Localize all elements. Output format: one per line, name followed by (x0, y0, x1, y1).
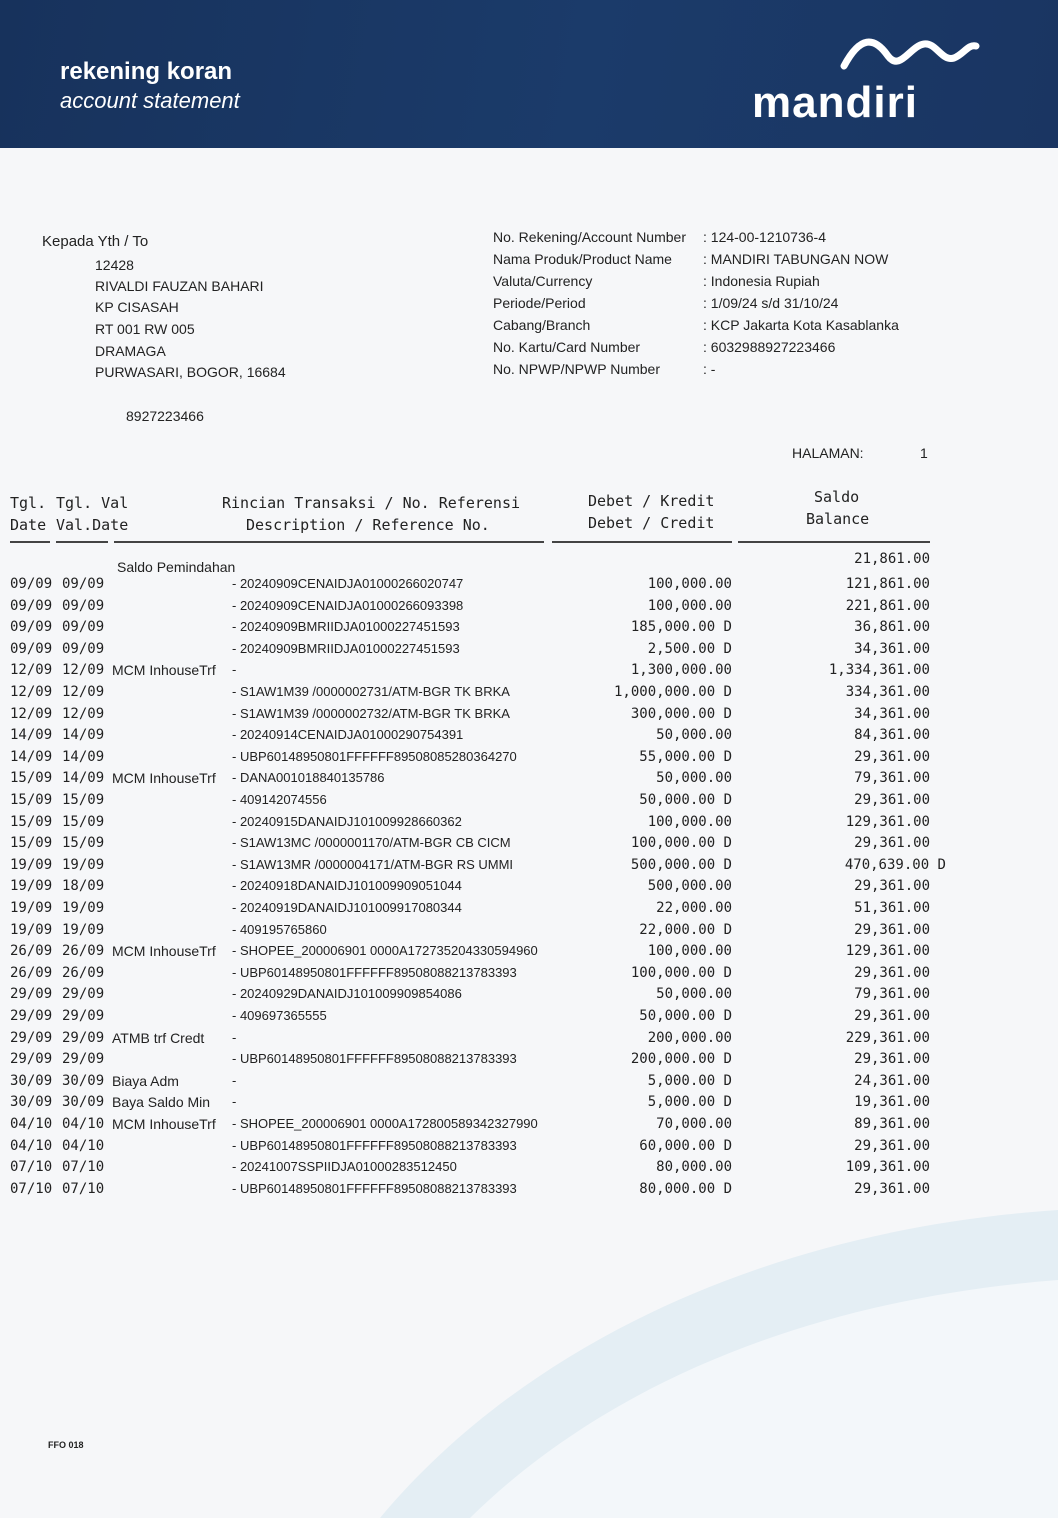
row-amount: 185,000.00 D (630, 619, 732, 636)
recipient-address-1: KP CISASAH (95, 299, 179, 315)
row-date: 15/09 (10, 792, 53, 808)
account-info-label: Nama Produk/Product Name (493, 251, 672, 267)
row-description: - (232, 662, 237, 678)
row-date: 04/10 (10, 1137, 53, 1154)
row-val-date: 29/09 (62, 986, 105, 1003)
row-balance: 121,861.00 (845, 576, 930, 592)
row-val-date: 29/09 (62, 1051, 105, 1068)
row-val-date: 09/09 (62, 597, 105, 614)
row-amount: 80,000.00 D (639, 1180, 732, 1197)
row-val-date: 26/09 (62, 964, 105, 981)
row-description: - 20240915DANAIDJ101009928660362 (232, 813, 462, 829)
row-amount: 55,000.00 D (639, 748, 732, 765)
row-balance: 29,361.00 (854, 1137, 930, 1154)
row-balance: 24,361.00 (854, 1072, 930, 1089)
row-amount: 500,000.00 D (630, 856, 732, 873)
row-date: 09/09 (10, 619, 53, 636)
row-balance: 109,361.00 (845, 1159, 930, 1176)
row-type: MCM InhouseTrf (112, 770, 216, 787)
row-type: MCM InhouseTrf (112, 943, 216, 960)
row-description: - 20240914CENAIDJA01000290754391 (232, 727, 464, 743)
row-amount: 80,000.00 (656, 1159, 732, 1176)
row-description: - 20240919DANAIDJ101009917080344 (232, 900, 462, 915)
row-description: - 20241007SSPIIDJA01000283512450 (232, 1159, 457, 1175)
row-balance: 19,361.00 (854, 1094, 930, 1111)
row-balance: 1,334,361.00 (828, 662, 930, 679)
row-balance: 29,361.00 (854, 748, 930, 765)
row-amount: 5,000.00 D (647, 1072, 732, 1089)
opening-label: Saldo Pemindahan (117, 559, 236, 575)
account-info-value: : Indonesia Rupiah (703, 273, 820, 289)
row-val-date: 04/10 (62, 1116, 105, 1132)
header-rule-desc (114, 541, 544, 543)
row-date: 09/09 (10, 597, 53, 614)
account-info-value: : 6032988927223466 (703, 339, 836, 355)
row-balance: 29,361.00 (854, 878, 930, 895)
row-amount: 200,000.00 D (630, 1051, 732, 1068)
row-date: 12/09 (10, 705, 53, 722)
header-rule-balance (738, 541, 930, 543)
row-amount: 50,000.00 (656, 727, 732, 744)
row-description: - 409697365555 (232, 1008, 327, 1023)
row-val-date: 19/09 (62, 921, 105, 938)
background-swoosh (0, 1150, 1058, 1518)
row-date: 07/10 (10, 1180, 53, 1197)
col-date-id: Tgl. (10, 494, 47, 512)
account-info-value: : 1/09/24 s/d 31/10/24 (703, 295, 839, 311)
account-info-label: No. Kartu/Card Number (493, 339, 641, 355)
row-val-date: 29/09 (62, 1029, 105, 1046)
row-amount: 1,000,000.00 D (613, 684, 732, 700)
row-date: 15/09 (10, 813, 53, 830)
row-description: - S1AW13MR /0000004171/ATM-BGR RS UMMI (232, 856, 514, 872)
row-val-date: 07/10 (62, 1180, 105, 1197)
row-balance: 129,361.00 (845, 943, 930, 960)
header-rule-date (10, 541, 50, 543)
row-amount: 100,000.00 (647, 576, 732, 592)
col-valdate-id: Tgl. Val (56, 494, 129, 512)
row-amount: 5,000.00 D (647, 1094, 732, 1111)
row-date: 19/09 (10, 856, 53, 873)
row-amount: 100,000.00 D (630, 964, 732, 981)
recipient-label: Kepada Yth / To (42, 233, 149, 250)
account-info-value: : KCP Jakarta Kota Kasablanka (703, 317, 899, 333)
row-balance: 29,361.00 (854, 835, 930, 852)
row-date: 04/10 (10, 1116, 53, 1132)
row-balance: 229,361.00 (845, 1029, 930, 1046)
row-type: MCM InhouseTrf (112, 662, 216, 679)
row-amount: 100,000.00 (647, 597, 732, 614)
row-balance: 29,361.00 (854, 1051, 930, 1068)
row-description: - SHOPEE_200006901 0000A172800589342327990 (232, 1116, 538, 1131)
bank-logo-text: mandiri (752, 78, 918, 127)
row-description: - S1AW13MC /0000001170/ATM-BGR CB CICM (232, 835, 511, 851)
row-val-date: 15/09 (62, 792, 105, 808)
row-date: 26/09 (10, 964, 53, 981)
row-amount: 50,000.00 (656, 770, 732, 787)
row-date: 26/09 (10, 943, 53, 960)
row-description: - 20240929DANAIDJ101009909854086 (232, 986, 462, 1002)
row-val-date: 04/10 (62, 1137, 105, 1154)
row-balance: 34,361.00 (854, 705, 930, 722)
row-description: - S1AW1M39 /0000002732/ATM-BGR TK BRKA (232, 705, 510, 721)
row-val-date: 30/09 (62, 1094, 105, 1111)
row-description: - UBP60148950801FFFFFF89508085280364270 (232, 748, 517, 764)
row-val-date: 12/09 (62, 684, 105, 700)
row-balance: 129,361.00 (845, 813, 930, 830)
row-val-date: 19/09 (62, 856, 105, 873)
row-date: 12/09 (10, 662, 53, 679)
row-val-date: 07/10 (62, 1159, 105, 1176)
row-type: ATMB trf Credt (112, 1029, 205, 1046)
row-amount: 200,000.00 (647, 1029, 732, 1046)
row-type: Baya Saldo Min (112, 1094, 211, 1111)
row-balance: 29,361.00 (854, 964, 930, 981)
row-description: - UBP60148950801FFFFFF89508088213783393 (232, 1137, 517, 1153)
recipient-name: RIVALDI FAUZAN BAHARI (95, 278, 264, 294)
row-amount: 70,000.00 (656, 1116, 732, 1132)
row-val-date: 12/09 (62, 662, 105, 679)
row-type: Biaya Adm (112, 1072, 179, 1089)
row-date: 19/09 (10, 878, 53, 895)
row-description: - 20240909BMRIIDJA01000227451593 (232, 640, 460, 656)
header-rule-amount (552, 541, 732, 543)
row-amount: 100,000.00 D (630, 835, 732, 852)
col-balance-en: Balance (806, 510, 870, 528)
row-balance: 89,361.00 (854, 1116, 930, 1132)
row-amount: 22,000.00 D (639, 921, 732, 938)
recipient-address-2: RT 001 RW 005 (95, 321, 195, 337)
account-info-label: Cabang/Branch (493, 317, 591, 333)
account-info-label: Valuta/Currency (493, 273, 593, 289)
row-date: 15/09 (10, 835, 53, 852)
row-balance: 84,361.00 (854, 727, 930, 744)
row-val-date: 14/09 (62, 748, 105, 765)
row-date: 29/09 (10, 1051, 53, 1068)
page-number: 1 (920, 445, 928, 461)
row-description: - UBP60148950801FFFFFF89508088213783393 (232, 1051, 517, 1067)
row-val-date: 26/09 (62, 943, 105, 960)
account-info-label: Periode/Period (493, 295, 586, 311)
row-description: - UBP60148950801FFFFFF89508088213783393 (232, 1180, 517, 1196)
row-val-date: 29/09 (62, 1008, 105, 1024)
opening-balance: 21,861.00 (854, 551, 930, 567)
row-balance: 79,361.00 (854, 770, 930, 787)
row-description: - SHOPEE_200006901 0000A172735204330594960 (232, 943, 538, 959)
recipient-address-3: DRAMAGA (95, 343, 166, 359)
col-amount-en: Debet / Credit (588, 514, 715, 532)
row-amount: 100,000.00 (647, 813, 732, 830)
row-description: - 20240909BMRIIDJA01000227451593 (232, 619, 460, 635)
row-balance: 51,361.00 (854, 900, 930, 916)
row-val-date: 09/09 (62, 576, 105, 592)
row-amount: 2,500.00 D (647, 640, 732, 657)
col-amount-id: Debet / Kredit (588, 492, 715, 510)
row-date: 15/09 (10, 770, 53, 787)
row-description: - (232, 1094, 237, 1110)
row-val-date: 15/09 (62, 835, 105, 852)
row-date: 09/09 (10, 640, 53, 657)
col-date-en: Date (10, 516, 47, 534)
row-amount: 100,000.00 (647, 943, 732, 960)
row-description: - DANA001018840135786 (232, 770, 385, 786)
row-balance: 79,361.00 (854, 986, 930, 1003)
account-info-value: : MANDIRI TABUNGAN NOW (703, 251, 889, 267)
row-date: 14/09 (10, 748, 53, 765)
row-val-date: 14/09 (62, 770, 105, 787)
row-amount: 50,000.00 D (639, 1008, 732, 1024)
row-balance: 470,639.00 D (844, 856, 946, 873)
row-balance: 334,361.00 (845, 684, 930, 700)
row-val-date: 18/09 (62, 878, 105, 895)
row-val-date: 12/09 (62, 705, 105, 722)
row-amount: 22,000.00 (656, 900, 732, 916)
col-valdate-en: Val.Date (56, 516, 129, 534)
row-description: - 20240909CENAIDJA01000266093398 (232, 597, 464, 613)
row-date: 19/09 (10, 900, 53, 916)
header-rule-valdate (56, 541, 108, 543)
col-balance-id: Saldo (814, 488, 860, 506)
row-amount: 50,000.00 (656, 986, 732, 1003)
row-amount: 60,000.00 D (639, 1137, 732, 1154)
row-amount: 500,000.00 (647, 878, 732, 895)
recipient-address-4: PURWASARI, BOGOR, 16684 (95, 364, 286, 380)
row-date: 09/09 (10, 576, 53, 592)
row-description: - (232, 1029, 237, 1045)
account-info-value: : 124-00-1210736-4 (703, 229, 826, 245)
row-balance: 34,361.00 (854, 640, 930, 657)
account-info-label: No. Rekening/Account Number (493, 229, 686, 245)
row-date: 14/09 (10, 727, 53, 744)
form-code: FFO 018 (48, 1440, 84, 1450)
statement-title-en: account statement (60, 88, 240, 113)
row-description: - 20240909CENAIDJA01000266020747 (232, 576, 464, 591)
row-description: - 409195765860 (232, 921, 327, 937)
row-balance: 29,361.00 (854, 792, 930, 808)
row-val-date: 14/09 (62, 727, 105, 744)
row-amount: 50,000.00 D (639, 792, 732, 808)
row-val-date: 19/09 (62, 900, 105, 916)
row-description: - UBP60148950801FFFFFF89508088213783393 (232, 964, 517, 980)
row-date: 29/09 (10, 1008, 53, 1024)
row-val-date: 09/09 (62, 619, 105, 636)
row-type: MCM InhouseTrf (112, 1116, 216, 1132)
row-date: 30/09 (10, 1094, 53, 1111)
col-desc-id: Rincian Transaksi / No. Referensi (222, 494, 521, 512)
row-balance: 221,861.00 (845, 597, 930, 614)
statement-title-id: rekening koran (60, 58, 233, 85)
account-info-value: : - (703, 361, 716, 377)
row-date: 12/09 (10, 684, 53, 700)
row-date: 30/09 (10, 1072, 53, 1089)
row-description: - 409142074556 (232, 792, 327, 807)
row-date: 29/09 (10, 986, 53, 1003)
recipient-code: 12428 (95, 257, 134, 273)
row-amount: 300,000.00 D (630, 705, 732, 722)
row-amount: 1,300,000.00 (630, 662, 732, 679)
mandiri-wave-icon (840, 36, 980, 76)
row-description: - (232, 1072, 237, 1088)
row-val-date: 09/09 (62, 640, 105, 657)
col-desc-en: Description / Reference No. (246, 516, 490, 534)
row-description: - 20240918DANAIDJ101009909051044 (232, 878, 462, 894)
row-balance: 36,861.00 (854, 619, 930, 636)
row-balance: 29,361.00 (854, 921, 930, 938)
row-date: 29/09 (10, 1029, 53, 1046)
account-info-label: No. NPWP/NPWP Number (493, 361, 660, 377)
row-val-date: 30/09 (62, 1072, 105, 1089)
row-val-date: 15/09 (62, 813, 105, 830)
page-label: HALAMAN: (792, 445, 864, 461)
recipient-card-ref: 8927223466 (126, 408, 204, 424)
row-balance: 29,361.00 (854, 1008, 930, 1024)
row-date: 07/10 (10, 1159, 53, 1176)
row-date: 19/09 (10, 921, 53, 938)
row-description: - S1AW1M39 /0000002731/ATM-BGR TK BRKA (232, 684, 510, 699)
header-banner (0, 0, 1058, 148)
row-balance: 29,361.00 (854, 1180, 930, 1197)
